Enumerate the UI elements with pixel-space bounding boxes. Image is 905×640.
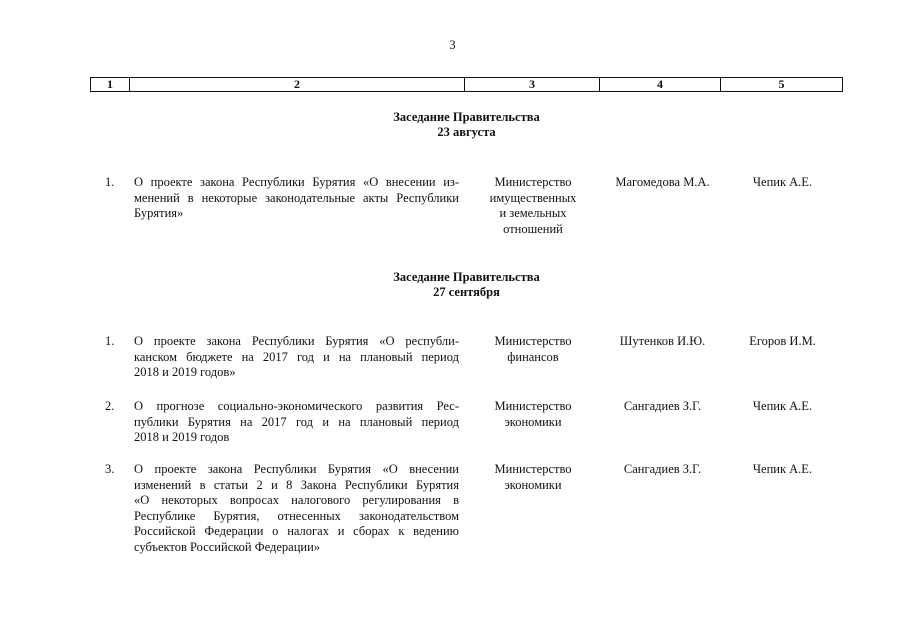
page-number: 3 bbox=[449, 38, 456, 52]
section-title: Заседание Правительства bbox=[393, 270, 540, 284]
item-title bbox=[134, 334, 459, 381]
item-title-line: Республике Бурятия, отнесенных законодательством bbox=[134, 508, 459, 523]
item-title-line: 2018 и 2019 годов bbox=[134, 430, 230, 444]
item-title-line: Бурятия» bbox=[134, 206, 184, 220]
item-title-line: субъектов Российской Федерации» bbox=[134, 539, 321, 554]
org-line: экономики bbox=[504, 414, 562, 429]
item-number: 3. bbox=[105, 462, 115, 476]
section-heading bbox=[0, 270, 905, 300]
item-responsible: Сангадиев З.Г. bbox=[623, 399, 702, 413]
item-organization bbox=[478, 462, 588, 493]
item-organization bbox=[478, 175, 588, 237]
item-responsible: Магомедова М.А. bbox=[615, 175, 710, 189]
item-title bbox=[134, 462, 459, 555]
item-executor: Чепик А.Е. bbox=[752, 462, 813, 476]
item-title-line: 2018 и 2019 годов» bbox=[134, 365, 236, 379]
item-title-line: менений в некоторые законодательные акты Республики bbox=[134, 190, 459, 205]
section-title: Заседание Правительства bbox=[393, 110, 540, 124]
column-header-table bbox=[90, 77, 843, 92]
item-title-line: О прогнозе социально-экономического развития Рес- bbox=[134, 399, 459, 413]
item-title-line: Российской Федерации о налогах и сборах к ведению bbox=[134, 524, 459, 538]
item-number: 2. bbox=[105, 399, 115, 413]
org-line: финансов bbox=[507, 349, 559, 364]
item-title-line: О проекте закона Республики Бурятия «О республи- bbox=[134, 334, 459, 348]
column-header-1: 1 bbox=[91, 78, 130, 92]
column-header-4: 4 bbox=[600, 78, 721, 92]
org-line: отношений bbox=[503, 221, 563, 236]
item-responsible: Сангадиев З.Г. bbox=[623, 462, 702, 476]
item-responsible: Шутенков И.Ю. bbox=[619, 334, 706, 348]
org-line: имущественных bbox=[489, 190, 577, 205]
column-header-2: 2 bbox=[130, 78, 465, 92]
item-organization bbox=[478, 399, 588, 430]
org-line: Министерство bbox=[494, 334, 572, 348]
org-line: и земельных bbox=[499, 206, 567, 220]
item-organization bbox=[478, 334, 588, 365]
section-date: 27 сентября bbox=[433, 285, 500, 299]
item-title-line: О проекте закона Республики Бурятия «О внесении bbox=[134, 462, 459, 476]
org-line: Министерство bbox=[494, 399, 572, 413]
column-header-5: 5 bbox=[721, 78, 843, 92]
item-executor: Чепик А.Е. bbox=[752, 175, 813, 189]
item-number: 1. bbox=[105, 175, 115, 189]
column-header-3: 3 bbox=[465, 78, 600, 92]
org-line: экономики bbox=[504, 477, 562, 492]
item-number: 1. bbox=[105, 334, 115, 348]
item-executor: Чепик А.Е. bbox=[752, 399, 813, 413]
item-title-line: «О некоторых вопросах налогового регулирования в bbox=[134, 493, 459, 507]
item-title-line: О проекте закона Республики Бурятия «О внесении из- bbox=[134, 175, 459, 189]
item-title bbox=[134, 399, 459, 446]
section-heading bbox=[0, 110, 905, 140]
org-line: Министерство bbox=[494, 462, 572, 476]
section-date: 23 августа bbox=[437, 125, 496, 139]
item-title-line: публики Бурятия на 2017 год и на плановый период bbox=[134, 414, 459, 429]
item-title bbox=[134, 175, 459, 222]
item-title-line: канском бюджете на 2017 год и на плановый период bbox=[134, 349, 459, 364]
item-title-line: изменений в статьи 2 и 8 Закона Республики Бурятия bbox=[134, 477, 459, 492]
item-executor: Егоров И.М. bbox=[749, 334, 816, 348]
org-line: Министерство bbox=[494, 175, 572, 189]
